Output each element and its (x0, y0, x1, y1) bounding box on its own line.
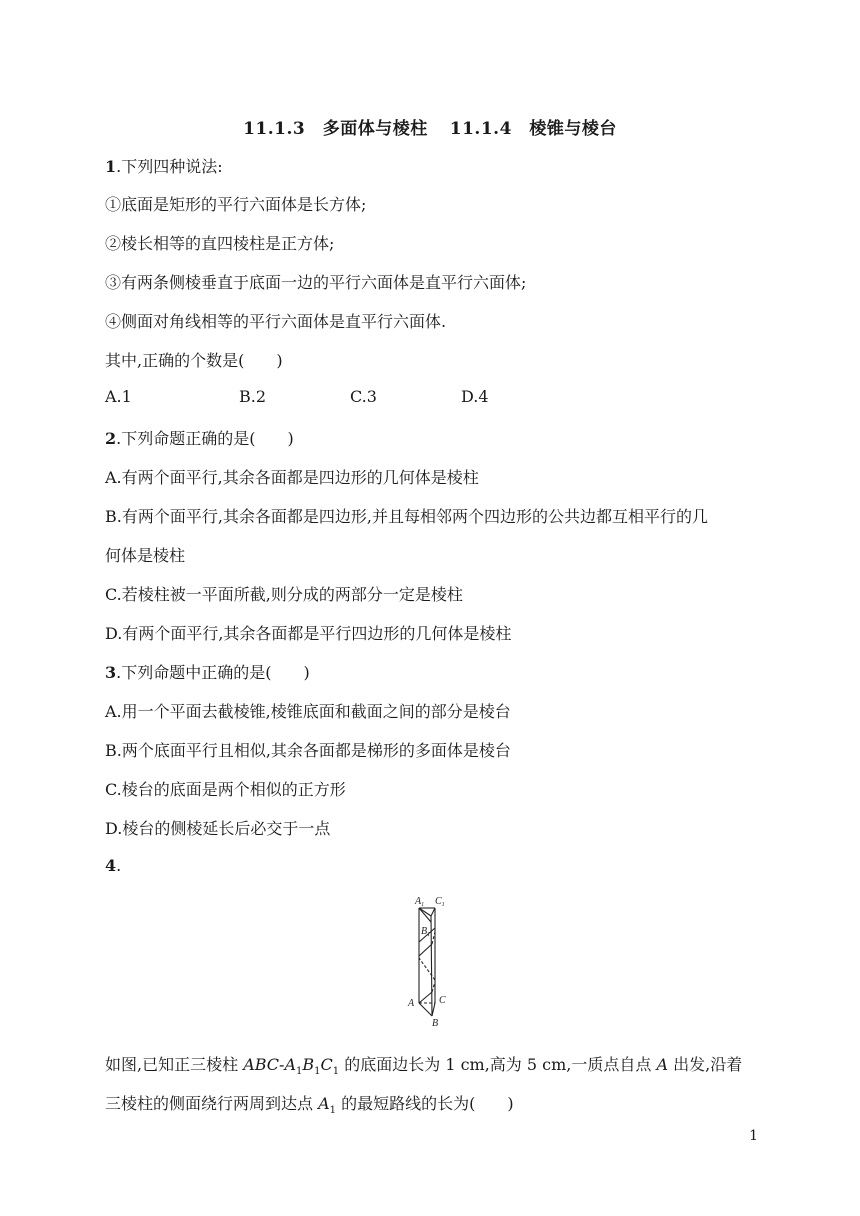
q1-stem (105, 154, 223, 177)
q2-stem (105, 426, 294, 449)
q1-option-c: C.3 (350, 387, 377, 406)
q3-stem (105, 660, 310, 683)
q1-item-1: ①底面是矩形的平行六面体是长方体; (105, 195, 367, 214)
q2-option-b-line1: B.有两个面平行,其余各面都是四边形,并且每相邻两个四边形的公共边都互相平行的几 (105, 507, 709, 526)
label-a: A (408, 998, 415, 1009)
q3-option-a: A.用一个平面去截棱锥,棱锥底面和截面之间的部分是棱台 (105, 702, 511, 721)
q1-option-b: B.2 (239, 387, 267, 406)
label-b1: B (421, 926, 428, 937)
title-part1: 11.1.3 多面体与棱柱 (243, 119, 428, 139)
path-seg-3 (419, 944, 432, 956)
q2-option-c: C.若棱柱被一平面所截,则分成的两部分一定是棱柱 (105, 585, 463, 604)
page-title (0, 114, 860, 139)
path-seg-1 (419, 992, 432, 1003)
prism-figure (405, 892, 465, 1028)
edge-c1b1 (431, 908, 435, 916)
q4-dot: . (116, 856, 122, 875)
edge-ab (419, 1003, 432, 1016)
q4-number: 4 (105, 856, 117, 875)
svg-text:C1: $C_1$ (435, 896, 445, 908)
q2-option-b-line2: 何体是棱柱 (105, 546, 186, 565)
q4-text-line1: 如图,已知正三棱柱 ABC-$A_1B_1C_1$ 的底面边长为 1 cm,高为 5 cm,一质点自点 A 出发,沿着 (105, 1055, 743, 1078)
q2-number: 2 (105, 429, 117, 448)
q1-option-d: D.4 (461, 387, 489, 406)
label-c1: C (435, 896, 442, 907)
svg-text:B1: $B_1$ (421, 926, 431, 938)
q3-option-c: C.棱台的底面是两个相似的正方形 (105, 780, 346, 799)
q1-number: 1 (105, 157, 117, 176)
path-seg-2b-hidden (419, 958, 435, 980)
q1-question: 其中,正确的个数是( ) (105, 351, 283, 370)
q4-stem (105, 856, 121, 875)
q3-number: 3 (105, 663, 117, 682)
q2-option-a: A.有两个面平行,其余各面都是四边形的几何体是棱柱 (105, 468, 479, 487)
q1-item-4: ④侧面对角线相等的平行六面体是直平行六面体. (105, 312, 447, 331)
q1-item-2: ②棱长相等的直四棱柱是正方体; (105, 234, 335, 253)
page-number: 1 (749, 1128, 758, 1144)
q1-stem-text: .下列四种说法: (116, 157, 223, 176)
label-a1: A (415, 896, 422, 907)
title-part2: 11.1.4 棱锥与棱台 (449, 119, 617, 139)
q3-option-b: B.两个底面平行且相似,其余各面都是梯形的多面体是棱台 (105, 741, 511, 760)
q2-option-d: D.有两个面平行,其余各面都是平行四边形的几何体是棱柱 (105, 624, 512, 643)
q1-options (105, 387, 489, 406)
q3-option-d: D.棱台的侧棱延长后必交于一点 (105, 819, 331, 838)
svg-text:A1: $A_1$ (415, 896, 425, 908)
label-b: B (432, 1018, 439, 1028)
q1-item-3: ③有两条侧棱垂直于底面一边的平行六面体是直平行六面体; (105, 273, 527, 292)
label-c: C (439, 995, 446, 1006)
q1-option-a: A.1 (105, 387, 132, 406)
q4-text-line2: 三棱柱的侧面绕行两周到达点 $A_1$ 的最短路线的长为( ) (105, 1094, 514, 1117)
q2-stem-text: .下列命题正确的是( ) (116, 429, 294, 448)
q3-stem-text: .下列命题中正确的是( ) (116, 663, 310, 682)
